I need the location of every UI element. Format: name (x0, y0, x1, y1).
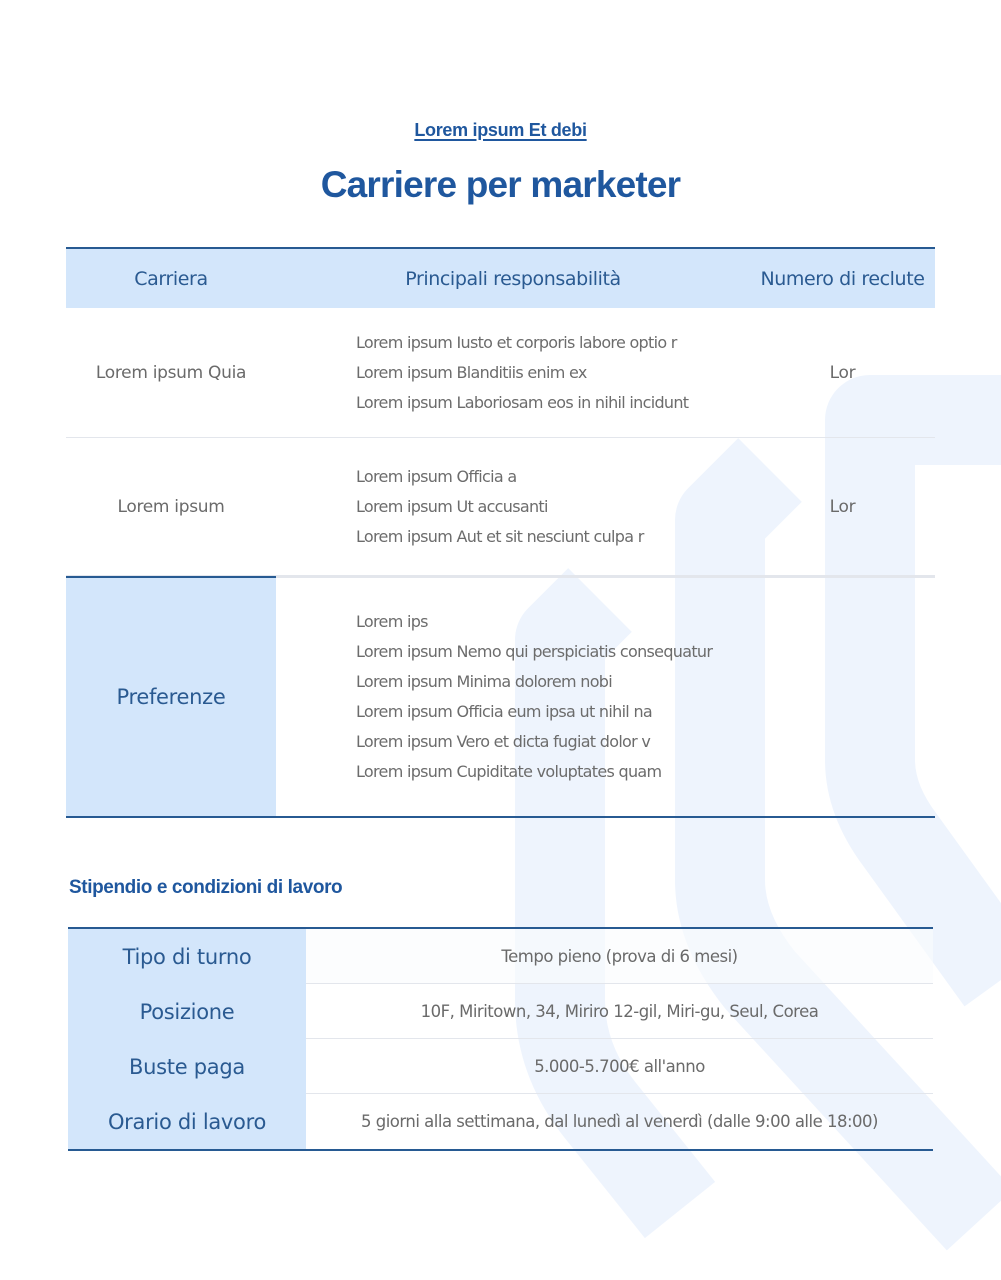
careers-table (66, 247, 935, 818)
column-header-career: Carriera (134, 267, 208, 290)
responsibility-item: Lorem ipsum Ut accusanti (356, 496, 548, 516)
responsibilities-cell (276, 308, 750, 437)
location-value: 10F, Miritown, 34, Miriro 12-gil, Miri-gu, Seul, Corea (306, 984, 933, 1039)
kicker-text: Lorem ipsum Et debi (414, 120, 587, 140)
column-header-responsibilities: Principali responsabilità (405, 267, 621, 290)
page-title: Carriere per marketer (320, 164, 681, 205)
responsibility-item: Lorem ipsum Laboriosam eos in nihil incidunt (356, 392, 689, 412)
conditions-row-hours (68, 1094, 933, 1149)
column-header-recruits: Numero di reclute (760, 267, 925, 290)
conditions-table (68, 927, 933, 1151)
conditions-row-location (68, 984, 933, 1039)
conditions-section-title: Stipendio e condizioni di lavoro (69, 877, 343, 898)
recruits-cell: Lor (829, 362, 856, 383)
table-row-preferences (66, 576, 935, 818)
working-hours-value: 5 giorni alla settimana, dal lunedì al venerdì (dalle 9:00 alle 18:00) (360, 1112, 878, 1131)
header-kicker-link[interactable] (0, 120, 1001, 141)
shift-type-label: Tipo di turno (68, 929, 306, 984)
career-cell: Lorem ipsum (117, 496, 225, 517)
responsibilities-cell (276, 438, 750, 575)
responsibility-item: Lorem ipsum Officia a (356, 466, 517, 486)
preference-item: Lorem ipsum Vero et dicta fugiat dolor v (356, 732, 651, 751)
preference-item: Lorem ipsum Minima dolorem nobi (356, 672, 612, 691)
preferences-cell (276, 578, 750, 816)
recruits-cell-empty (750, 578, 935, 816)
preferences-label-cell: Preferenze (66, 578, 276, 816)
working-hours-label: Orario di lavoro (68, 1094, 306, 1149)
responsibility-item: Lorem ipsum Blanditiis enim ex (356, 362, 587, 382)
conditions-row-shift (68, 929, 933, 984)
table-row (66, 438, 935, 576)
location-label: Posizione (68, 984, 306, 1039)
preference-item: Lorem ipsum Officia eum ipsa ut nihil na (356, 702, 652, 721)
preference-item: Lorem ips (356, 612, 428, 631)
shift-type-value: Tempo pieno (prova di 6 mesi) (306, 929, 933, 984)
salary-label: Buste paga (68, 1039, 306, 1094)
recruits-cell: Lor (829, 496, 856, 517)
conditions-row-salary (68, 1039, 933, 1094)
salary-value: 5.000-5.700€ all'anno (306, 1039, 933, 1094)
responsibility-item: Lorem ipsum Iusto et corporis labore optio r (356, 332, 677, 352)
responsibility-item: Lorem ipsum Aut et sit nesciunt culpa r (356, 526, 644, 546)
preference-item: Lorem ipsum Cupiditate voluptates quam (356, 762, 662, 781)
career-cell: Lorem ipsum Quia (95, 362, 247, 383)
table-row (66, 308, 935, 438)
preference-item: Lorem ipsum Nemo qui perspiciatis consequatur (356, 642, 713, 661)
careers-table-header (66, 247, 935, 308)
